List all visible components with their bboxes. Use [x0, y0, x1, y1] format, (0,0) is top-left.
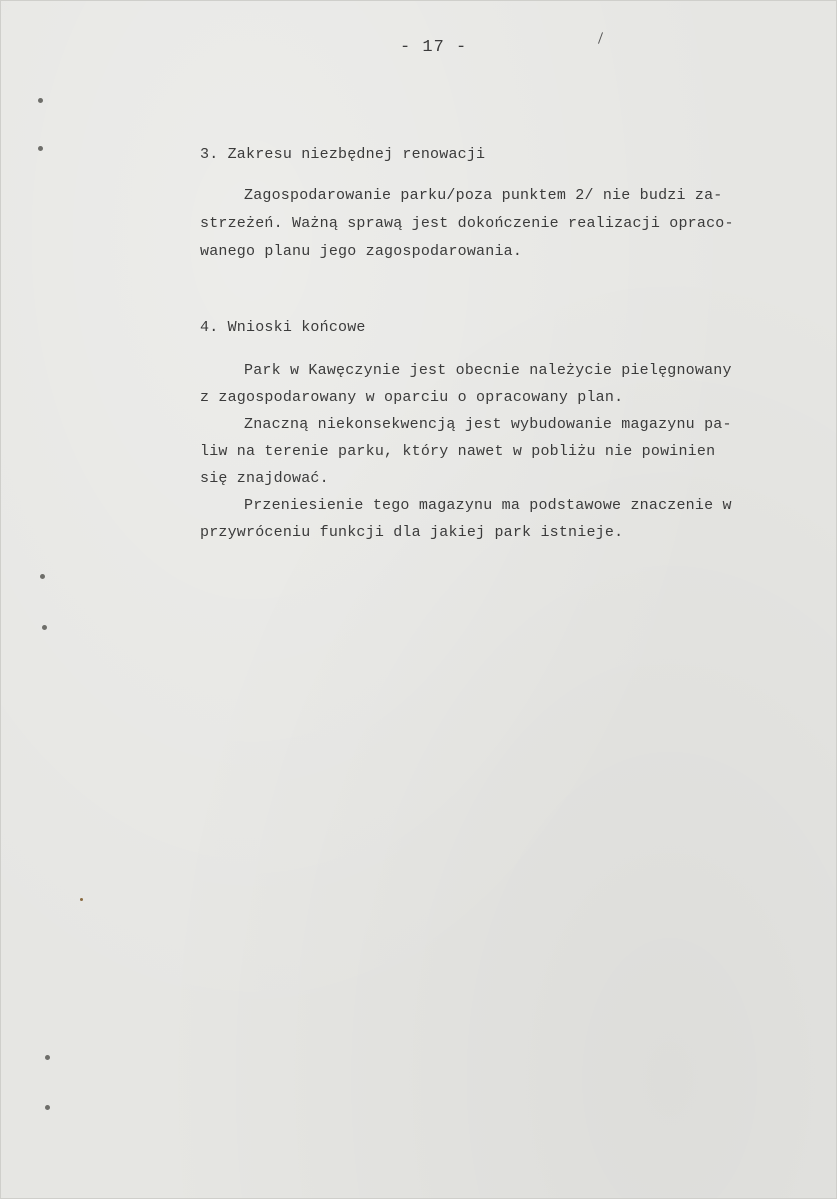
- section-3-heading: 3. Zakresu niezbędnej renowacji: [200, 146, 486, 163]
- binder-hole: [40, 574, 45, 579]
- section-4-line-2: z zagospodarowany w oparciu o opracowany plan.: [200, 389, 624, 406]
- section-4-line-6: Przeniesienie tego magazynu ma podstawowe znaczenie w: [244, 497, 732, 514]
- section-3-line-2: strzeżeń. Ważną sprawą jest dokończenie realizacji opraco-: [200, 215, 734, 232]
- binder-hole: [38, 98, 43, 103]
- binder-hole: [45, 1105, 50, 1110]
- section-4-line-1: Park w Kawęczynie jest obecnie należycie pielęgnowany: [244, 362, 732, 379]
- paper-speck: [80, 898, 83, 901]
- section-4-line-5: się znajdować.: [200, 470, 329, 487]
- section-4-line-7: przywróceniu funkcji dla jakiej park istnieje.: [200, 524, 624, 541]
- pen-mark: [598, 32, 603, 44]
- section-4-heading: 4. Wnioski końcowe: [200, 319, 366, 336]
- section-3-line-1: Zagospodarowanie parku/poza punktem 2/ nie budzi za-: [244, 187, 723, 204]
- binder-hole: [38, 146, 43, 151]
- page-number: - 17 -: [400, 38, 468, 57]
- binder-hole: [42, 625, 47, 630]
- binder-hole: [45, 1055, 50, 1060]
- section-4-line-4: liw na terenie parku, który nawet w pobliżu nie powinien: [200, 443, 716, 460]
- section-4-line-3: Znaczną niekonsekwencją jest wybudowanie magazynu pa-: [244, 416, 732, 433]
- section-3-line-3: wanego planu jego zagospodarowania.: [200, 243, 523, 260]
